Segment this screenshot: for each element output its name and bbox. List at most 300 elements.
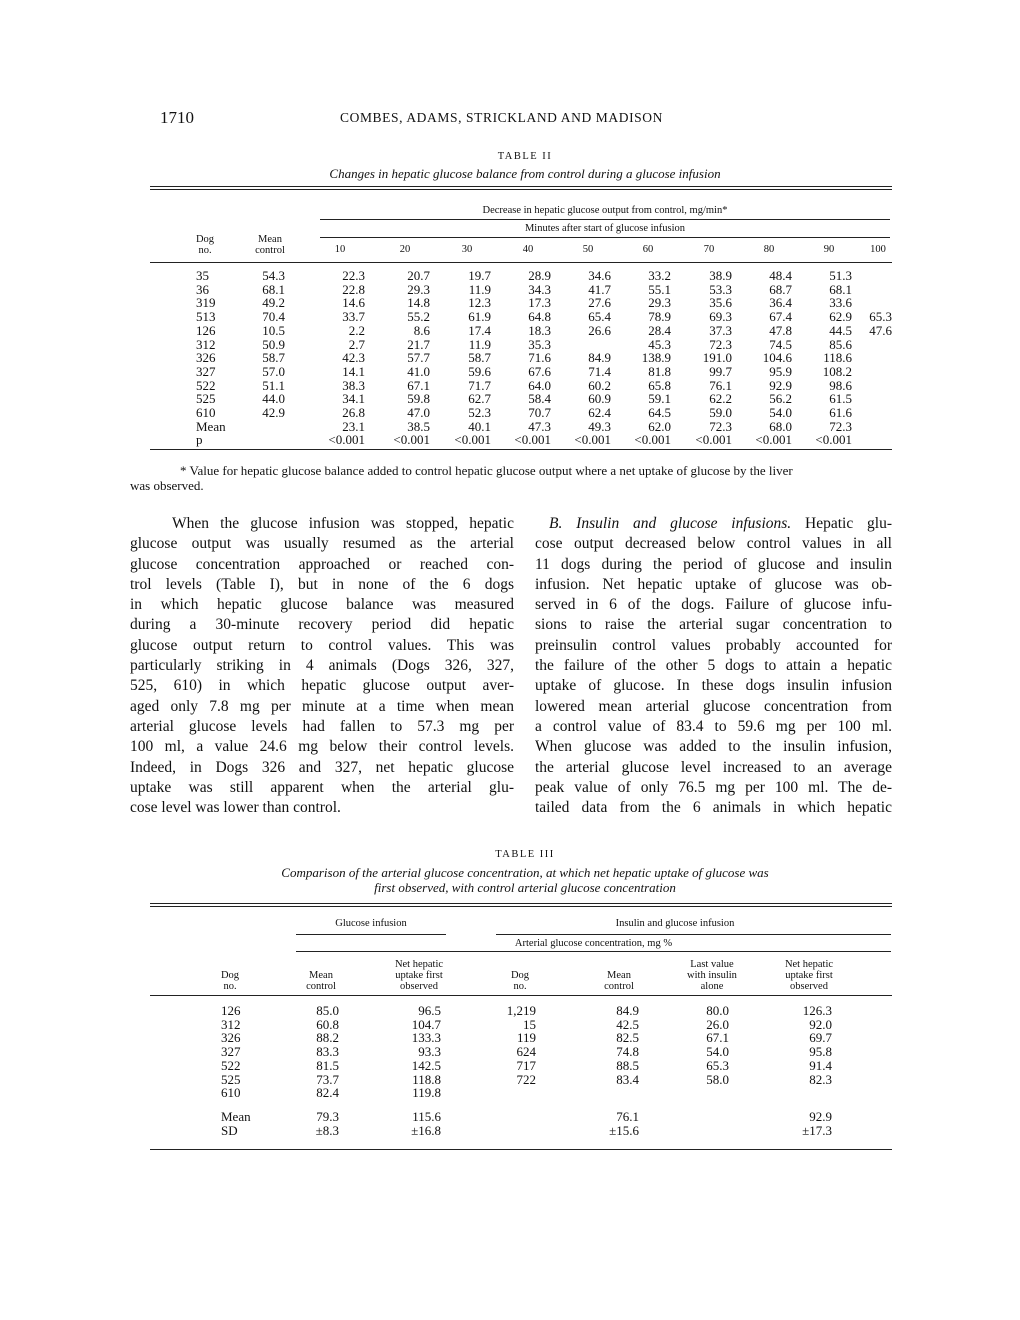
table-cell: 126 — [221, 1003, 241, 1018]
table-cell: 61.5 — [829, 391, 852, 407]
table-cell: 326 — [221, 1030, 241, 1046]
table-cell: <0.001 — [815, 432, 852, 448]
table-cell: 21.7 — [407, 336, 430, 352]
table-cell: <0.001 — [393, 432, 430, 448]
table-cell: 92.9 — [769, 377, 792, 393]
table-cell: 85.6 — [829, 336, 852, 352]
table-cell: 65.3 — [869, 309, 892, 325]
table-cell: 312 — [196, 336, 216, 352]
text-line: uptake of glucose. In these dogs insulin infusion — [535, 677, 892, 695]
table2-mean-control-column — [244, 269, 285, 420]
table-cell: 59.6 — [468, 363, 491, 379]
table-cell — [856, 296, 892, 310]
table3-bottom-rule — [150, 1149, 892, 1150]
table-cell: 72.3 — [709, 336, 732, 352]
table-cell: 104.6 — [762, 350, 792, 366]
table-cell: 138.9 — [641, 350, 671, 366]
table-cell: Mean — [221, 1109, 251, 1124]
minute-header: 60 — [642, 244, 654, 255]
table-cell: 45.3 — [648, 336, 671, 352]
table-cell: 26.6 — [588, 322, 611, 338]
table-cell: 72.3 — [829, 418, 852, 434]
table-cell: 81.8 — [648, 363, 671, 379]
minute-header: 20 — [399, 244, 411, 255]
table-cell: 68.7 — [769, 281, 792, 297]
table-cell: 59.0 — [709, 405, 732, 421]
table-cell: 36.4 — [769, 295, 792, 311]
table2-caption: Changes in hepatic glucose balance from control during a glucose infusion — [329, 166, 721, 181]
table-cell: 18.3 — [528, 322, 551, 338]
text-line: 100 ml, a value 24.6 mg below their control levels. — [130, 738, 514, 756]
table-cell: 312 — [221, 1016, 241, 1032]
table-cell — [558, 338, 611, 352]
minute-header: 100 — [870, 244, 886, 255]
table-cell: 23.1 — [342, 418, 365, 434]
text-line: the failure of the other 5 dogs to attain a hepatic — [535, 657, 892, 675]
text-line: glucose output return to control values. This was — [130, 636, 514, 654]
table-cell: 48.4 — [769, 268, 792, 283]
table2-col-10 — [312, 269, 365, 447]
table-cell: 74.5 — [769, 336, 792, 352]
table3-arterial-header: Arterial glucose concentration, mg % — [514, 938, 673, 949]
table-cell: 84.9 — [588, 350, 611, 366]
table-cell: 58.7 — [262, 350, 285, 366]
table-cell: 319 — [196, 295, 216, 311]
table-cell: 70.7 — [528, 405, 551, 421]
table-cell: 76.1 — [616, 1109, 639, 1124]
table-cell: 95.8 — [809, 1044, 832, 1060]
table-cell: 10.5 — [262, 322, 285, 338]
table-cell: 34.1 — [342, 391, 365, 407]
text-line: peak value of only 76.5 mg per 100 ml. The de- — [535, 778, 892, 796]
table-cell: 27.6 — [588, 295, 611, 311]
text-line: 11 dogs during the period of glucose and insulin — [535, 555, 892, 573]
table-cell: 47.0 — [407, 405, 430, 421]
table2-header-decrease: Decrease in hepatic glucose output from control, mg/min* — [482, 205, 728, 216]
table-cell: 65.8 — [648, 377, 671, 393]
table-cell: 126.3 — [802, 1003, 832, 1018]
text-line: uptake was still apparent when the arterial glu- — [130, 778, 514, 796]
table-cell: 326 — [196, 350, 216, 366]
page-number: 1710 — [160, 108, 194, 127]
table-cell: 69.3 — [709, 309, 732, 325]
table3-arterial-rule — [296, 951, 891, 952]
table3-summary-mean-control2 — [590, 1110, 639, 1137]
table-cell: 64.5 — [648, 405, 671, 421]
minute-header: 10 — [334, 244, 346, 255]
text-line: a control value of 83.4 to 59.6 mg per 100 ml. — [535, 717, 892, 735]
table-cell: 33.7 — [342, 309, 365, 325]
table-cell: 64.0 — [528, 377, 551, 393]
table-cell: 40.1 — [468, 418, 491, 434]
table-cell: 88.2 — [316, 1030, 339, 1046]
table-cell: 92.0 — [809, 1016, 832, 1032]
table2-header-mean-control: Mean control — [255, 234, 285, 256]
table-cell: 38.5 — [407, 418, 430, 434]
table2-label: TABLE II — [497, 151, 553, 162]
table-cell: 126 — [196, 322, 216, 338]
table-cell: 65.3 — [706, 1057, 729, 1073]
table-cell: 624 — [516, 1044, 536, 1060]
table-cell: 610 — [196, 405, 216, 421]
table-cell: 20.7 — [407, 268, 430, 283]
table3-header-last-value: Last value with insulin alone — [687, 959, 737, 992]
minute-header: 70 — [703, 244, 715, 255]
table2-col-20 — [375, 269, 430, 447]
right-column-text — [535, 514, 892, 818]
table-cell: 50.9 — [262, 336, 285, 352]
table-cell: 19.7 — [468, 268, 491, 283]
minute-header: 30 — [461, 244, 473, 255]
table-cell: 118.6 — [823, 350, 852, 366]
table-cell: 104.7 — [411, 1016, 441, 1032]
table-cell: 119 — [516, 1030, 536, 1046]
text-line: tailed data from the 6 animals in which hepatic — [535, 799, 892, 817]
table-cell: <0.001 — [328, 432, 365, 448]
table-cell: <0.001 — [755, 432, 792, 448]
table-cell: 35.3 — [528, 336, 551, 352]
table-cell: 61.9 — [468, 309, 491, 325]
table3-summary-mean-control — [290, 1110, 339, 1137]
table3-caption: Comparison of the arterial glucose concentration, at which net hepatic uptake of glucose was first observed, with control arterial glucose concentration — [281, 865, 769, 895]
minute-header: 80 — [763, 244, 775, 255]
table-cell: 82.3 — [809, 1071, 832, 1087]
table3-net-uptake2-column — [780, 1004, 832, 1086]
table-cell: 1,219 — [506, 1003, 536, 1018]
text-line: cose level was lower than control. — [130, 799, 341, 817]
table-cell: 610 — [221, 1085, 241, 1101]
table-cell: 26.8 — [342, 405, 365, 421]
table-cell: 22.3 — [342, 268, 365, 283]
table2-col-50 — [558, 269, 611, 447]
text-line: infusion. Net hepatic uptake of glucose was ob- — [535, 575, 892, 593]
table-cell: 327 — [196, 363, 216, 379]
table-cell: 79.3 — [316, 1109, 339, 1124]
table-cell: ±15.6 — [609, 1122, 639, 1138]
table-cell: 71.7 — [468, 377, 491, 393]
table3-mean-control-column — [290, 1004, 339, 1100]
table3-mean-control2-column — [590, 1004, 639, 1086]
table2-header-minutes: Minutes after start of glucose infusion — [524, 223, 686, 234]
text-line: particularly striking in 4 animals (Dogs 326, 327, — [130, 657, 514, 675]
table-cell: 34.3 — [528, 281, 551, 297]
table-cell: 93.3 — [418, 1044, 441, 1060]
table-cell: 65.4 — [588, 309, 611, 325]
table-cell: <0.001 — [634, 432, 671, 448]
table3-header-bottom-rule — [150, 995, 892, 996]
text-line: preinsulin control values probably accounted for — [535, 636, 892, 654]
table-cell: ±17.3 — [802, 1122, 832, 1138]
text-line: trol levels (Table I), but in none of the 6 dogs — [130, 575, 514, 593]
table-cell — [856, 283, 892, 297]
table3-group-rule-right — [496, 934, 891, 935]
table-cell: 91.4 — [809, 1057, 832, 1073]
text-line: When glucose was added to the insulin infusion, — [535, 738, 892, 756]
table-cell: 59.8 — [407, 391, 430, 407]
table-cell: 98.6 — [829, 377, 852, 393]
table-cell: 36 — [196, 281, 209, 297]
table-cell: 42.5 — [616, 1016, 639, 1032]
table-cell: <0.001 — [514, 432, 551, 448]
left-column-text — [130, 514, 514, 818]
table2-dog-column — [196, 269, 226, 447]
text-line: the arterial glucose level increased to an average — [535, 758, 892, 776]
table-cell: 68.1 — [262, 281, 285, 297]
table-cell: 67.6 — [528, 363, 551, 379]
table-cell: 56.2 — [769, 391, 792, 407]
table-cell: 133.3 — [411, 1030, 441, 1046]
table-cell: 71.6 — [528, 350, 551, 366]
table-cell: p — [196, 432, 203, 448]
table3-label: TABLE III — [495, 849, 555, 860]
table-cell: 67.1 — [706, 1030, 729, 1046]
running-head: COMBES, ADAMS, STRICKLAND AND MADISON — [340, 110, 663, 125]
text-line: glucose concentration approached or reached con- — [130, 555, 514, 573]
table3-summary-net-uptake — [385, 1110, 441, 1137]
table-cell: 62.4 — [588, 405, 611, 421]
table2-footnote-line1: * Value for hepatic glucose balance added to control hepatic glucose output where a net uptake of glucose by the liver — [180, 463, 793, 478]
table-cell: 57.7 — [407, 350, 430, 366]
table-cell: 47.8 — [769, 322, 792, 338]
table-cell: 68.0 — [769, 418, 792, 434]
table-cell: 84.9 — [616, 1003, 639, 1018]
table2-header-dog: Dog no. — [195, 234, 215, 256]
table-cell: 54.3 — [262, 268, 285, 283]
table-cell: 62.7 — [468, 391, 491, 407]
table-cell: 15 — [523, 1016, 536, 1032]
table3-group-rule-left — [296, 934, 446, 935]
table-cell: 142.5 — [411, 1057, 441, 1073]
table-cell: 14.8 — [407, 295, 430, 311]
table-cell: 29.3 — [648, 295, 671, 311]
table-cell: 81.5 — [316, 1057, 339, 1073]
table-cell: 44.0 — [262, 391, 285, 407]
table-cell: 67.1 — [407, 377, 430, 393]
table-cell: <0.001 — [454, 432, 491, 448]
text-line: Indeed, in Dogs 326 and 327, net hepatic glucose — [130, 758, 514, 776]
table-cell: 49.2 — [262, 295, 285, 311]
table3-header-net-uptake: Net hepatic uptake first observed — [394, 959, 444, 992]
table3-summary-net-uptake2 — [780, 1110, 832, 1137]
table-cell: 88.5 — [616, 1057, 639, 1073]
table-cell: 83.4 — [616, 1071, 639, 1087]
table2-top-rule — [150, 186, 892, 187]
table-cell: 34.6 — [588, 268, 611, 283]
table-cell: 11.9 — [468, 336, 491, 352]
table-cell: <0.001 — [695, 432, 732, 448]
table-cell: 2.2 — [348, 322, 365, 338]
table-cell: 118.8 — [412, 1071, 441, 1087]
table-cell: 55.1 — [648, 281, 671, 297]
table3-net-uptake-column — [385, 1004, 441, 1100]
table-cell: 191.0 — [702, 350, 732, 366]
table-cell: 70.4 — [262, 309, 285, 325]
table-cell: 525 — [196, 391, 216, 407]
table-cell: 42.3 — [342, 350, 365, 366]
table-cell: 119.8 — [412, 1085, 441, 1101]
table2-bottom-rule — [150, 449, 892, 450]
table-cell: 35 — [196, 268, 209, 283]
table-cell: 68.1 — [829, 281, 852, 297]
table3-summary-labels — [221, 1110, 251, 1137]
table-cell: 67.4 — [769, 309, 792, 325]
table-cell: 35.6 — [709, 295, 732, 311]
table-cell — [856, 269, 892, 283]
text-line: aged only 7.8 mg per minute at a time when mean — [130, 697, 514, 715]
table-cell: 47.6 — [869, 322, 892, 338]
table-cell: ±8.3 — [315, 1122, 339, 1138]
table-cell: 37.3 — [709, 322, 732, 338]
table-cell: 54.0 — [706, 1044, 729, 1060]
table2-header-rule-2 — [320, 237, 890, 238]
table3-header-mean-control2: Mean control — [604, 970, 634, 992]
table-cell: 99.7 — [709, 363, 732, 379]
table-cell: 60.9 — [588, 391, 611, 407]
table-cell: 47.3 — [528, 418, 551, 434]
minute-header: 40 — [522, 244, 534, 255]
minute-header: 50 — [582, 244, 594, 255]
table-cell: 78.9 — [648, 309, 671, 325]
table2-col-70 — [679, 269, 732, 447]
section-heading: B. Insulin and glucose infusions. — [549, 515, 792, 532]
table-cell: 38.9 — [709, 268, 732, 283]
table3-header-mean-control: Mean control — [306, 970, 336, 992]
table-cell: <0.001 — [574, 432, 611, 448]
table2-col-60 — [618, 269, 671, 447]
table3-dog2-column — [488, 1004, 536, 1086]
table-cell: 49.3 — [588, 418, 611, 434]
table-cell: 74.8 — [616, 1044, 639, 1060]
text-line: arterial glucose levels had fallen to 57.3 mg per — [130, 717, 514, 735]
table-cell: 722 — [516, 1071, 536, 1087]
table-cell: 17.4 — [468, 322, 491, 338]
table-cell: 17.3 — [528, 295, 551, 311]
table3-last-value-column — [680, 1004, 729, 1086]
table-cell: 28.9 — [528, 268, 551, 283]
table-cell: 58.0 — [706, 1071, 729, 1087]
text-line: 525, 610) in which hepatic glucose output aver- — [130, 677, 514, 695]
table-cell: 85.0 — [316, 1003, 339, 1018]
table-cell: 41.7 — [588, 281, 611, 297]
table-cell: 82.5 — [616, 1030, 639, 1046]
table-cell: 83.3 — [316, 1044, 339, 1060]
table-cell: 327 — [221, 1044, 241, 1060]
table-cell: 8.6 — [413, 322, 430, 338]
table-cell: 522 — [196, 377, 216, 393]
text-line: When the glucose infusion was stopped, hepatic — [172, 515, 514, 532]
table-cell: 54.0 — [769, 405, 792, 421]
table-cell: 22.8 — [342, 281, 365, 297]
table-cell: 58.4 — [528, 391, 551, 407]
table-cell: 11.9 — [468, 281, 491, 297]
table-cell: 522 — [221, 1057, 241, 1073]
table2-col-100 — [856, 269, 892, 338]
table-cell: 14.6 — [342, 295, 365, 311]
table-cell: 29.3 — [407, 281, 430, 297]
table3-group-insulin: Insulin and glucose infusion — [615, 918, 735, 929]
table-cell: 61.6 — [829, 405, 852, 421]
table2-col-30 — [438, 269, 491, 447]
table3-group-glucose: Glucose infusion — [335, 918, 407, 929]
table-cell: 71.4 — [588, 363, 611, 379]
table-cell: 14.1 — [342, 363, 365, 379]
table-cell: 51.1 — [262, 377, 285, 393]
text-line: sions to raise the arterial sugar concentration to — [535, 616, 892, 634]
table3-dog-column — [221, 1004, 241, 1100]
text-line: in which hepatic glucose balance was measured — [130, 596, 514, 614]
minute-header: 90 — [823, 244, 835, 255]
table-cell: 55.2 — [407, 309, 430, 325]
table-cell: 58.7 — [468, 350, 491, 366]
table-cell: 62.0 — [648, 418, 671, 434]
table2-header-bottom-rule — [150, 262, 892, 263]
table2-col-90 — [799, 269, 852, 447]
text-line: lowered mean arterial glucose concentration from — [535, 697, 892, 715]
table-cell: 76.1 — [709, 377, 732, 393]
table-cell: 92.9 — [809, 1109, 832, 1124]
table2-header-rule-1 — [320, 219, 890, 220]
table3-header-net-uptake2: Net hepatic uptake first observed — [784, 959, 834, 992]
table-cell: 44.5 — [829, 322, 852, 338]
table3-top-rule-2 — [150, 906, 892, 907]
table-cell: 51.3 — [829, 268, 852, 283]
text-line: served in 6 of the dogs. Failure of glucose infu- — [535, 596, 892, 614]
table-cell: 525 — [221, 1071, 241, 1087]
table3-top-rule — [150, 903, 892, 904]
table-cell: 57.0 — [262, 363, 285, 379]
text-line: during a 30-minute recovery period did hepatic — [130, 616, 514, 634]
table-cell: 82.4 — [316, 1085, 339, 1101]
table-cell: 2.7 — [348, 336, 365, 352]
table-cell: 80.0 — [706, 1003, 729, 1018]
table-cell: 26.0 — [706, 1016, 729, 1032]
table-cell: ±16.8 — [411, 1122, 441, 1138]
table2-col-80 — [739, 269, 792, 447]
table-cell: 73.7 — [316, 1071, 339, 1087]
table-cell: 12.3 — [468, 295, 491, 311]
text-line: cose output decreased below control values in all — [535, 535, 892, 553]
table-cell: 59.1 — [648, 391, 671, 407]
table-cell: 717 — [516, 1057, 536, 1073]
text-line: B. Insulin and glucose infusions. Hepatic glu- — [549, 515, 892, 532]
table-cell: 42.9 — [262, 405, 285, 421]
table2-top-rule-2 — [150, 189, 892, 190]
table-cell: 52.3 — [468, 405, 491, 421]
table3-header-dog: Dog no. — [220, 970, 240, 992]
table-cell: 64.8 — [528, 309, 551, 325]
table-cell: 60.2 — [588, 377, 611, 393]
table-cell: 60.8 — [316, 1016, 339, 1032]
table-cell: 33.2 — [648, 268, 671, 283]
table-cell: Mean — [196, 418, 226, 434]
table-cell: 96.5 — [418, 1003, 441, 1018]
table-cell: 33.6 — [829, 295, 852, 311]
table-cell: 72.3 — [709, 418, 732, 434]
table-cell: 62.2 — [709, 391, 732, 407]
table-cell: 108.2 — [822, 363, 852, 379]
table-cell: 513 — [196, 309, 216, 325]
table-cell: 62.9 — [829, 309, 852, 325]
table-cell: 28.4 — [648, 322, 671, 338]
table-cell: 53.3 — [709, 281, 732, 297]
text-line: glucose output was usually resumed as the arterial — [130, 535, 514, 553]
table-cell: SD — [221, 1122, 238, 1138]
table-cell: 38.3 — [342, 377, 365, 393]
table2-footnote-line2: was observed. — [130, 478, 204, 493]
table2-col-40 — [498, 269, 551, 447]
table-cell: 41.0 — [407, 363, 430, 379]
table3-header-dog2: Dog no. — [510, 970, 530, 992]
